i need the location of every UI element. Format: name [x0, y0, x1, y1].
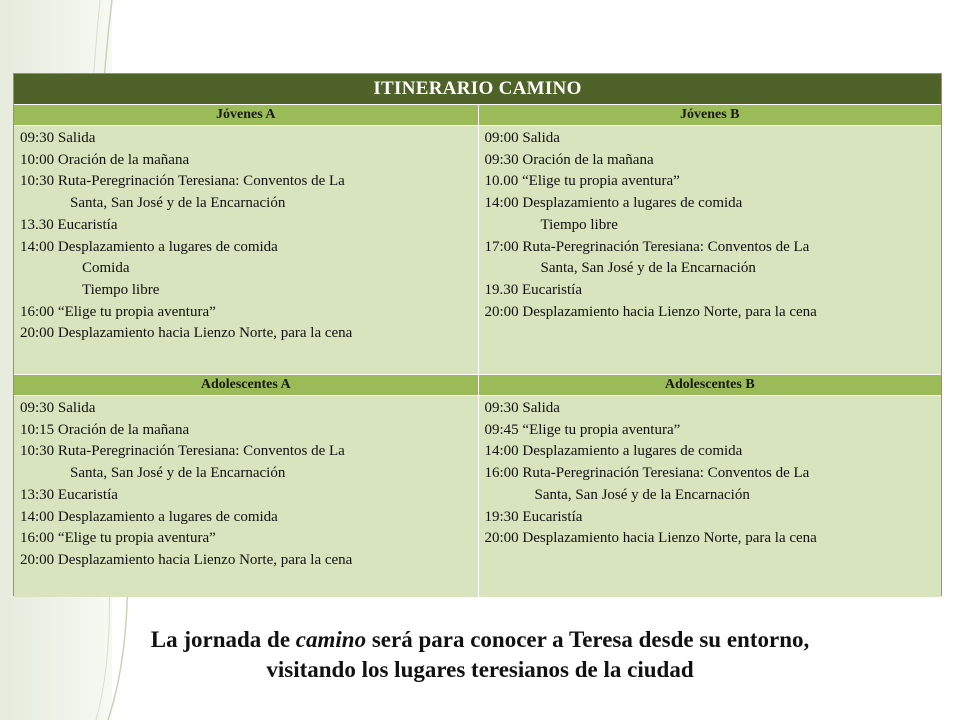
caption-line-2: visitando los lugares teresianos de la ciudad — [266, 657, 694, 682]
schedule-line: 09:30 Salida — [20, 400, 96, 416]
schedule-line: Santa, San José y de la Encarnación — [534, 486, 750, 503]
caption-text-1: La jornada de — [150, 627, 296, 652]
schedule-line: 14:00 Desplazamiento a lugares de comida — [20, 508, 278, 525]
header-row-1 — [14, 104, 941, 125]
schedule-line: 14:00 Desplazamiento a lugares de comida — [484, 443, 743, 460]
schedule-line: 13:30 Eucaristía — [20, 486, 118, 503]
schedule-line: 09:45 “Elige tu propia aventura” — [484, 421, 681, 438]
schedule-line: 09:30 Salida — [484, 400, 560, 416]
schedule-line: Tiempo libre — [540, 216, 618, 233]
schedule-jovenes-b — [478, 126, 942, 374]
schedule-line: 17:00 Ruta-Peregrinación Teresiana: Conventos de La — [484, 238, 810, 255]
schedule-line: 14:00 Desplazamiento a lugares de comida — [484, 195, 743, 212]
group-header-jovenes-b: Jóvenes B — [478, 105, 942, 125]
schedule-line: 10:30 Ruta-Peregrinación Teresiana: Conventos de La — [20, 173, 345, 190]
schedule-line: 09:30 Oración de la mañana — [484, 151, 654, 168]
schedule-line: 09:00 Salida — [484, 130, 560, 146]
schedule-line: Comida — [82, 260, 130, 277]
group-header-adolescentes-a: Adolescentes A — [200, 377, 291, 392]
schedule-line: 20:00 Desplazamiento hacia Lienzo Norte, para la cena — [484, 530, 817, 547]
schedule-line: 09:30 Salida — [20, 130, 96, 146]
schedule-line: Santa, San José y de la Encarnación — [70, 195, 286, 212]
schedule-adolescentes-a — [14, 396, 478, 597]
schedule-line: 16:00 “Elige tu propia aventura” — [20, 530, 216, 547]
schedule-adolescentes-b — [478, 396, 942, 597]
group-header-adolescentes-b: Adolescentes B — [478, 375, 942, 395]
schedule-line: 20:00 Desplazamiento hacia Lienzo Norte, para la cena — [20, 325, 353, 342]
schedule-line: 20:00 Desplazamiento hacia Lienzo Norte, para la cena — [484, 303, 817, 320]
itinerary-title: ITINERARIO CAMINO — [14, 74, 941, 104]
schedule-line: 10:00 Oración de la mañana — [20, 151, 190, 168]
schedule-jovenes-a — [14, 126, 478, 374]
schedule-line: 10:15 Oración de la mañana — [20, 421, 190, 438]
schedule-line: 10.00 “Elige tu propia aventura” — [484, 173, 680, 190]
itinerary-table — [13, 73, 942, 596]
schedule-line: 16:00 Ruta-Peregrinación Teresiana: Conventos de La — [484, 465, 810, 482]
schedule-line: 19:30 Eucaristía — [484, 508, 583, 525]
schedule-line: 13.30 Eucaristía — [20, 216, 118, 233]
group-header-jovenes-a: Jóvenes A — [216, 107, 276, 122]
schedule-line: Santa, San José y de la Encarnación — [70, 465, 286, 482]
schedule-line: 14:00 Desplazamiento a lugares de comida — [20, 238, 278, 255]
caption-italic-word: camino — [295, 627, 367, 652]
schedule-line: Tiempo libre — [82, 281, 160, 298]
caption-text-2: será para conocer a Teresa desde su entorno, — [366, 627, 810, 652]
schedule-line: 16:00 “Elige tu propia aventura” — [20, 303, 216, 320]
schedule-line: Santa, San José y de la Encarnación — [540, 260, 756, 277]
schedule-line: 19.30 Eucaristía — [484, 281, 582, 298]
schedule-row-1 — [14, 125, 941, 374]
schedule-row-2 — [14, 395, 941, 597]
caption-line-1 — [0, 625, 960, 655]
caption — [0, 625, 960, 685]
schedule-line: 10:30 Ruta-Peregrinación Teresiana: Conventos de La — [20, 443, 345, 460]
header-row-2 — [14, 374, 941, 395]
schedule-line: 20:00 Desplazamiento hacia Lienzo Norte, para la cena — [20, 551, 353, 568]
